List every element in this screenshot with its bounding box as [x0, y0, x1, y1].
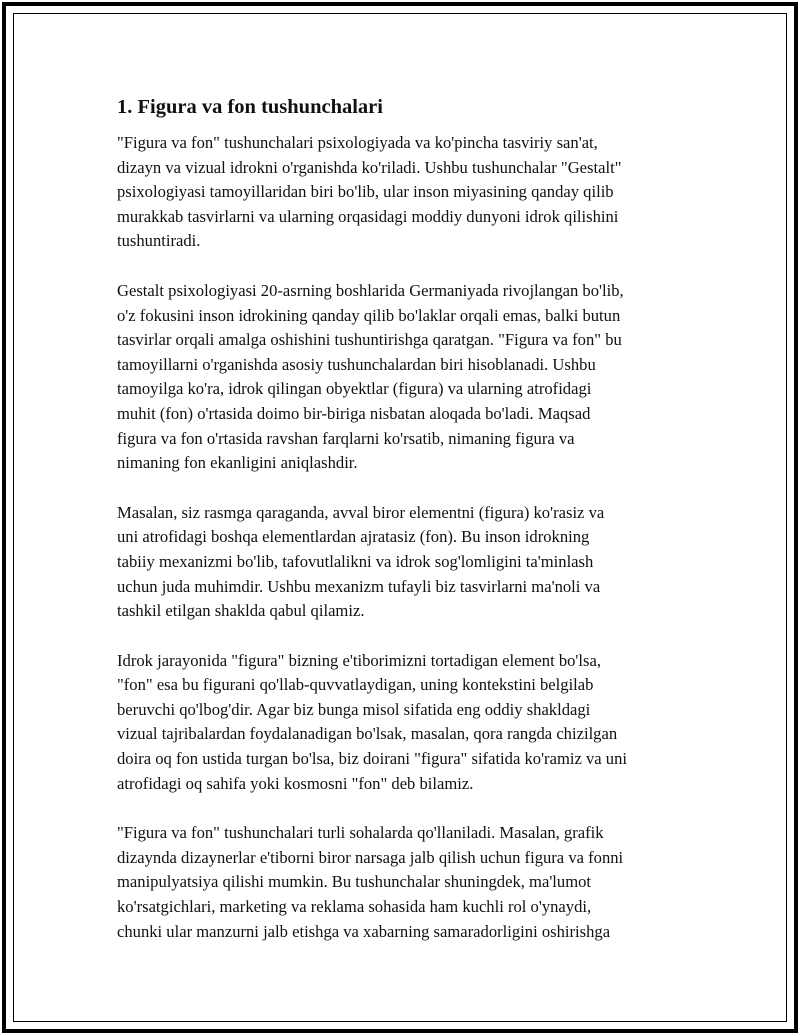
paragraph-4: Idrok jarayonida "figura" bizning e'tiborimizni tortadigan element bo'lsa, "fon" esa bu figurani qo'llab-quvvatlaydigan, uning kontekstini belgilab beruvchi qo'lbog'dir. Agar biz bunga misol sifatida eng oddiy shakldagi vizual tajribalardan foydalanadigan bo'lsak, masalan, qora rangda chizilgan doira oq fon ustida turgan bo'lsa, biz doirani "figura" sifatida ko'ramiz va uni atrofidagi oq sahifa yoki kosmosni "fon" deb bilamiz.: [117, 650, 627, 793]
paragraph-1: "Figura va fon" tushunchalari psixologiyada va ko'pincha tasviriy san'at, dizayn va vizual idrokni o'rganishda ko'riladi. Ushbu tushunchalar "Gestalt" psixologiyasi tamoyillaridan biri bo'lib, ular inson miyasining qanday qilib murakkab tasvirlarni va ularning orqasidagi moddiy dunyoni idrok qilishini tushuntiradi.: [117, 133, 622, 251]
paragraph-5: "Figura va fon" tushunchalari turli sohalarda qo'llaniladi. Masalan, grafik dizaynda dizaynerlar e'tiborni biror narsaga jalb qilish uchun figura va fonni manipulyatsiya qilishi mumkin. Bu tushunchalar shuningdek, ma'lumot ko'rsatgichlari, marketing va reklama sohasida ham kuchli rol o'ynaydi, chunki ular manzurni jalb etishga va xabarning samaradorligini oshirishga: [117, 823, 624, 941]
document-body: [117, 92, 689, 969]
section-heading: 1. Figura va fon tushunchalari: [117, 96, 383, 118]
paragraph-2: Gestalt psixologiyasi 20-asrning boshlarida Germaniyada rivojlangan bo'lib, o'z fokusini inson idrokining qanday qilib bo'laklar orqali emas, balki butun tasvirlar orqali amalga oshishini tushuntirishga qaratgan. "Figura va fon" bu tamoyillarni o'rganishda asosiy tushunchalardan biri hisoblanadi. Ushbu tamoyilga ko'ra, idrok qilingan obyektlar (figura) va ularning atrofidagi muhit (fon) o'rtasida doimo bir-biriga nisbatan aloqada bo'ladi. Maqsad figura va fon o'rtasida ravshan farqlarni ko'rsatib, nimaning figura va nimaning fon ekanligini aniqlashdir.: [117, 280, 624, 473]
paragraph-3: Masalan, siz rasmga qaraganda, avval biror elementni (figura) ko'rasiz va uni atrofidagi boshqa elementlardan ajratasiz (fon). Bu inson idrokning tabiiy mexanizmi bo'lib, tafovutlalikni va idrok sog'lomligini ta'minlash uchun juda muhimdir. Ushbu mexanizm tufayli biz tasvirlarni ma'noli va tashkil etilgan shaklda qabul qilamiz.: [117, 502, 605, 621]
